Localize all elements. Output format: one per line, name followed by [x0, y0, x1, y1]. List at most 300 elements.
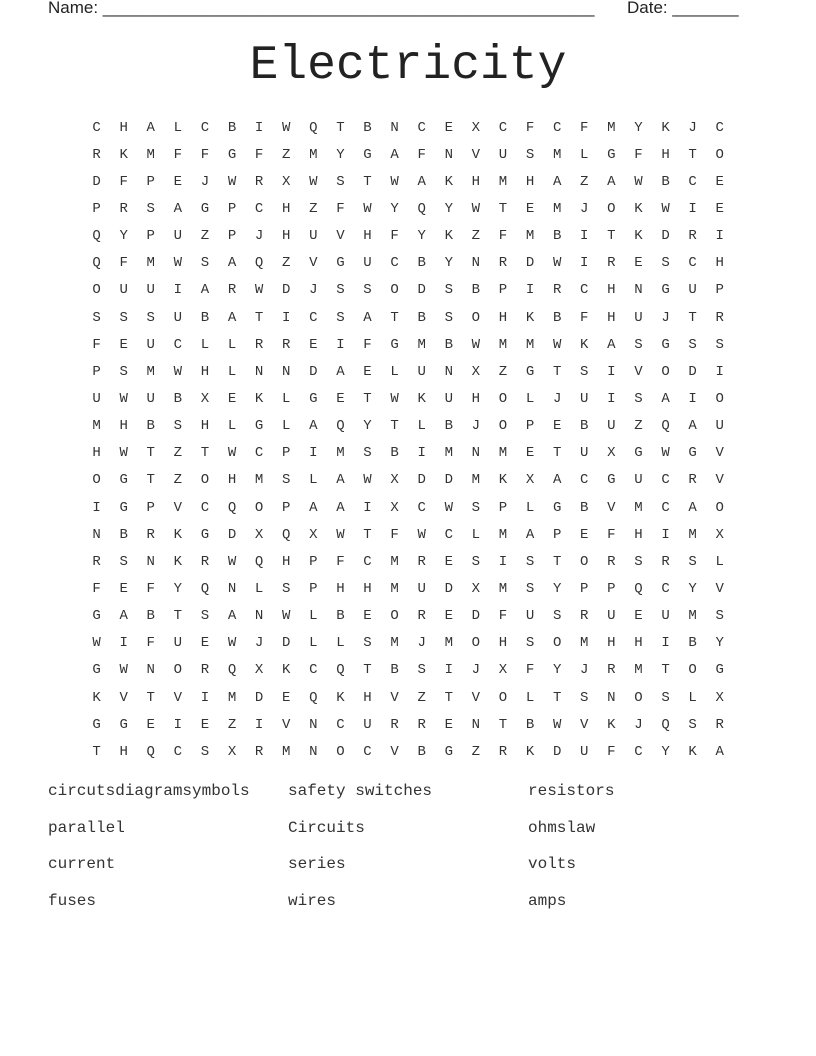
grid-letter[interactable]: T	[552, 553, 562, 570]
grid-letter[interactable]: S	[580, 363, 589, 380]
grid-letter[interactable]: N	[634, 282, 643, 299]
grid-letter[interactable]: A	[336, 472, 345, 489]
grid-letter[interactable]: M	[498, 173, 508, 190]
grid-letter[interactable]: P	[92, 363, 101, 380]
grid-letter[interactable]: L	[688, 689, 697, 706]
grid-letter[interactable]: T	[146, 689, 155, 706]
grid-letter[interactable]: Q	[336, 418, 345, 435]
grid-letter[interactable]: E	[363, 608, 372, 625]
grid-letter[interactable]: S	[200, 743, 210, 760]
grid-letter[interactable]: L	[282, 390, 291, 407]
grid-letter[interactable]: W	[417, 526, 426, 543]
grid-letter[interactable]: U	[688, 282, 697, 299]
grid-letter[interactable]: D	[552, 743, 562, 760]
grid-letter[interactable]: N	[471, 445, 481, 462]
grid-letter[interactable]: R	[254, 743, 264, 760]
grid-letter[interactable]: S	[661, 255, 670, 272]
grid-letter[interactable]: M	[390, 580, 399, 597]
grid-letter[interactable]: P	[498, 499, 508, 516]
grid-letter[interactable]: H	[282, 228, 291, 245]
grid-letter[interactable]: T	[498, 200, 508, 217]
grid-letter[interactable]: T	[498, 716, 508, 733]
grid-letter[interactable]: K	[634, 228, 643, 245]
grid-letter[interactable]: T	[552, 363, 562, 380]
grid-letter[interactable]: V	[471, 689, 481, 706]
grid-letter[interactable]: H	[119, 119, 128, 136]
grid-letter[interactable]: U	[580, 390, 589, 407]
grid-letter[interactable]: Y	[634, 119, 643, 136]
grid-letter[interactable]: S	[173, 418, 183, 435]
grid-letter[interactable]: M	[309, 146, 318, 163]
grid-letter[interactable]: G	[552, 499, 562, 516]
grid-letter[interactable]: H	[336, 580, 345, 597]
grid-letter[interactable]: F	[390, 228, 399, 245]
grid-letter[interactable]: S	[688, 716, 697, 733]
grid-letter[interactable]: I	[119, 635, 128, 652]
grid-letter[interactable]: S	[634, 390, 643, 407]
grid-letter[interactable]: A	[525, 526, 535, 543]
grid-letter[interactable]: M	[92, 418, 101, 435]
grid-letter[interactable]: S	[363, 282, 372, 299]
grid-letter[interactable]: Y	[552, 580, 562, 597]
grid-letter[interactable]: L	[309, 472, 318, 489]
grid-letter[interactable]: X	[282, 173, 291, 190]
grid-letter[interactable]: K	[444, 228, 453, 245]
grid-letter[interactable]: K	[661, 119, 670, 136]
grid-letter[interactable]: X	[254, 526, 264, 543]
grid-letter[interactable]: C	[580, 282, 589, 299]
grid-letter[interactable]: C	[552, 119, 562, 136]
grid-letter[interactable]: Z	[417, 689, 426, 706]
grid-letter[interactable]: E	[336, 390, 345, 407]
grid-letter[interactable]: M	[254, 472, 264, 489]
grid-letter[interactable]: C	[580, 472, 589, 489]
grid-letter[interactable]: H	[119, 743, 128, 760]
grid-letter[interactable]: R	[254, 173, 264, 190]
grid-letter[interactable]: Q	[227, 499, 237, 516]
grid-letter[interactable]: O	[200, 472, 210, 489]
grid-letter[interactable]: D	[417, 282, 426, 299]
grid-letter[interactable]: O	[715, 146, 724, 163]
grid-letter[interactable]: I	[173, 716, 183, 733]
grid-letter[interactable]: B	[390, 662, 399, 679]
grid-letter[interactable]: W	[661, 445, 670, 462]
grid-letter[interactable]: P	[309, 553, 318, 570]
grid-letter[interactable]: I	[254, 119, 264, 136]
grid-letter[interactable]: D	[688, 363, 697, 380]
grid-letter[interactable]: J	[417, 635, 426, 652]
grid-letter[interactable]: F	[525, 119, 535, 136]
grid-letter[interactable]: T	[390, 309, 399, 326]
grid-letter[interactable]: F	[336, 553, 345, 570]
grid-letter[interactable]: J	[580, 200, 589, 217]
grid-letter[interactable]: W	[634, 173, 643, 190]
grid-letter[interactable]: L	[309, 635, 318, 652]
grid-letter[interactable]: E	[200, 635, 210, 652]
grid-letter[interactable]: P	[92, 200, 101, 217]
grid-letter[interactable]: E	[525, 200, 535, 217]
grid-letter[interactable]: Y	[336, 146, 345, 163]
grid-letter[interactable]: R	[607, 553, 616, 570]
grid-letter[interactable]: E	[444, 716, 453, 733]
grid-letter[interactable]: R	[661, 553, 670, 570]
grid-letter[interactable]: N	[607, 689, 616, 706]
grid-letter[interactable]: I	[309, 445, 318, 462]
grid-letter[interactable]: E	[580, 526, 589, 543]
grid-letter[interactable]: Z	[173, 472, 183, 489]
grid-letter[interactable]: A	[552, 173, 562, 190]
grid-letter[interactable]: I	[363, 499, 372, 516]
grid-letter[interactable]: O	[471, 309, 481, 326]
grid-letter[interactable]: I	[336, 336, 345, 353]
grid-letter[interactable]: A	[309, 499, 318, 516]
grid-letter[interactable]: E	[715, 173, 724, 190]
grid-letter[interactable]: E	[119, 336, 128, 353]
grid-letter[interactable]: S	[336, 309, 345, 326]
grid-letter[interactable]: M	[390, 553, 399, 570]
grid-letter[interactable]: T	[444, 689, 453, 706]
grid-letter[interactable]: T	[363, 662, 372, 679]
grid-letter[interactable]: H	[200, 363, 210, 380]
grid-letter[interactable]: T	[146, 445, 155, 462]
grid-letter[interactable]: C	[200, 119, 210, 136]
grid-letter[interactable]: Z	[634, 418, 643, 435]
grid-letter[interactable]: I	[688, 390, 697, 407]
grid-letter[interactable]: G	[634, 445, 643, 462]
grid-letter[interactable]: B	[363, 119, 372, 136]
grid-letter[interactable]: K	[525, 309, 535, 326]
grid-letter[interactable]: B	[552, 228, 562, 245]
grid-letter[interactable]: M	[688, 608, 697, 625]
grid-letter[interactable]: Y	[390, 200, 399, 217]
grid-letter[interactable]: B	[444, 418, 453, 435]
grid-letter[interactable]: M	[525, 336, 535, 353]
grid-letter[interactable]: B	[390, 445, 399, 462]
grid-letter[interactable]: C	[661, 580, 670, 597]
grid-letter[interactable]: V	[336, 228, 345, 245]
grid-letter[interactable]: A	[227, 309, 237, 326]
grid-letter[interactable]: R	[552, 282, 562, 299]
grid-letter[interactable]: N	[309, 716, 318, 733]
grid-letter[interactable]: T	[92, 743, 101, 760]
grid-letter[interactable]: O	[390, 608, 399, 625]
grid-letter[interactable]: F	[119, 255, 128, 272]
grid-letter[interactable]: C	[173, 743, 183, 760]
grid-letter[interactable]: Y	[688, 580, 697, 597]
grid-letter[interactable]: J	[254, 228, 264, 245]
grid-letter[interactable]: M	[634, 662, 643, 679]
grid-letter[interactable]: U	[363, 255, 372, 272]
grid-letter[interactable]: E	[227, 390, 237, 407]
grid-letter[interactable]: H	[634, 526, 643, 543]
grid-letter[interactable]: Q	[282, 526, 291, 543]
grid-letter[interactable]: R	[417, 716, 426, 733]
grid-letter[interactable]: X	[607, 445, 616, 462]
grid-letter[interactable]: S	[336, 173, 345, 190]
grid-letter[interactable]: M	[417, 336, 426, 353]
grid-letter[interactable]: I	[498, 553, 508, 570]
grid-letter[interactable]: P	[227, 228, 237, 245]
grid-letter[interactable]: R	[688, 472, 697, 489]
grid-letter[interactable]: T	[200, 445, 210, 462]
grid-letter[interactable]: U	[146, 336, 155, 353]
grid-letter[interactable]: O	[688, 662, 697, 679]
grid-letter[interactable]: F	[146, 580, 155, 597]
grid-letter[interactable]: D	[417, 472, 426, 489]
grid-letter[interactable]: I	[282, 309, 291, 326]
grid-letter[interactable]: C	[417, 499, 426, 516]
grid-letter[interactable]: W	[173, 363, 183, 380]
grid-letter[interactable]: A	[227, 255, 237, 272]
grid-letter[interactable]: B	[146, 608, 155, 625]
grid-letter[interactable]: M	[498, 526, 508, 543]
grid-letter[interactable]: S	[119, 363, 128, 380]
grid-letter[interactable]: I	[173, 282, 183, 299]
grid-letter[interactable]: S	[363, 635, 372, 652]
grid-letter[interactable]: N	[471, 716, 481, 733]
grid-letter[interactable]: F	[363, 336, 372, 353]
grid-letter[interactable]: A	[200, 282, 210, 299]
grid-letter[interactable]: B	[336, 608, 345, 625]
grid-letter[interactable]: G	[119, 472, 128, 489]
grid-letter[interactable]: R	[227, 282, 237, 299]
grid-letter[interactable]: L	[417, 418, 426, 435]
grid-letter[interactable]: S	[715, 608, 724, 625]
grid-letter[interactable]: P	[146, 228, 155, 245]
grid-letter[interactable]: P	[715, 282, 724, 299]
grid-letter[interactable]: S	[417, 662, 426, 679]
grid-letter[interactable]: I	[715, 363, 724, 380]
grid-letter[interactable]: H	[607, 635, 616, 652]
grid-letter[interactable]: F	[634, 146, 643, 163]
grid-letter[interactable]: V	[173, 499, 183, 516]
grid-letter[interactable]: B	[688, 635, 697, 652]
grid-letter[interactable]: W	[336, 526, 345, 543]
grid-letter[interactable]: Z	[309, 200, 318, 217]
grid-letter[interactable]: Q	[417, 200, 426, 217]
grid-letter[interactable]: D	[282, 282, 291, 299]
grid-letter[interactable]: F	[173, 146, 183, 163]
grid-letter[interactable]: V	[282, 716, 291, 733]
grid-letter[interactable]: N	[390, 119, 399, 136]
grid-letter[interactable]: T	[390, 418, 399, 435]
grid-letter[interactable]: X	[309, 526, 318, 543]
grid-letter[interactable]: M	[607, 119, 616, 136]
grid-letter[interactable]: M	[634, 499, 643, 516]
grid-letter[interactable]: P	[498, 282, 508, 299]
grid-letter[interactable]: E	[634, 255, 643, 272]
grid-letter[interactable]: J	[309, 282, 318, 299]
grid-letter[interactable]: M	[282, 743, 291, 760]
grid-letter[interactable]: G	[661, 282, 670, 299]
grid-letter[interactable]: V	[390, 689, 399, 706]
grid-letter[interactable]: V	[173, 689, 183, 706]
grid-letter[interactable]: T	[688, 309, 697, 326]
grid-letter[interactable]: U	[525, 608, 535, 625]
grid-letter[interactable]: G	[92, 716, 101, 733]
grid-letter[interactable]: Y	[444, 200, 453, 217]
grid-letter[interactable]: U	[173, 635, 183, 652]
grid-letter[interactable]: F	[580, 309, 589, 326]
grid-letter[interactable]: D	[254, 689, 264, 706]
grid-letter[interactable]: X	[390, 499, 399, 516]
grid-letter[interactable]: C	[363, 743, 372, 760]
grid-letter[interactable]: K	[688, 743, 697, 760]
grid-letter[interactable]: J	[552, 390, 562, 407]
grid-letter[interactable]: U	[661, 608, 670, 625]
grid-letter[interactable]: M	[525, 228, 535, 245]
grid-letter[interactable]: S	[471, 553, 481, 570]
grid-letter[interactable]: B	[417, 309, 426, 326]
grid-letter[interactable]: Y	[715, 635, 724, 652]
grid-letter[interactable]: R	[715, 309, 724, 326]
grid-letter[interactable]: H	[661, 146, 670, 163]
grid-letter[interactable]: G	[715, 662, 724, 679]
grid-letter[interactable]: R	[200, 662, 210, 679]
grid-letter[interactable]: F	[498, 608, 508, 625]
grid-letter[interactable]: P	[525, 418, 535, 435]
grid-letter[interactable]: L	[309, 608, 318, 625]
grid-letter[interactable]: W	[119, 662, 128, 679]
grid-letter[interactable]: U	[715, 418, 724, 435]
grid-letter[interactable]: S	[634, 336, 643, 353]
grid-letter[interactable]: R	[119, 200, 128, 217]
grid-letter[interactable]: A	[417, 173, 426, 190]
grid-letter[interactable]: I	[607, 363, 616, 380]
grid-letter[interactable]: N	[227, 580, 237, 597]
grid-letter[interactable]: A	[607, 173, 616, 190]
grid-letter[interactable]: J	[254, 635, 264, 652]
grid-letter[interactable]: T	[363, 173, 372, 190]
grid-letter[interactable]: O	[498, 390, 508, 407]
grid-letter[interactable]: A	[363, 309, 372, 326]
grid-letter[interactable]: U	[607, 418, 616, 435]
grid-letter[interactable]: B	[146, 418, 155, 435]
grid-letter[interactable]: B	[552, 309, 562, 326]
grid-letter[interactable]: R	[390, 716, 399, 733]
grid-letter[interactable]: W	[444, 499, 453, 516]
grid-letter[interactable]: I	[92, 499, 101, 516]
grid-letter[interactable]: S	[525, 635, 535, 652]
name-field[interactable]: Name: ____________________________________________________	[48, 0, 595, 17]
grid-letter[interactable]: R	[607, 662, 616, 679]
grid-letter[interactable]: E	[173, 173, 183, 190]
grid-letter[interactable]: K	[498, 472, 508, 489]
grid-letter[interactable]: C	[688, 173, 697, 190]
grid-letter[interactable]: K	[444, 173, 453, 190]
grid-letter[interactable]: U	[498, 146, 508, 163]
grid-letter[interactable]: R	[417, 608, 426, 625]
grid-letter[interactable]: Z	[471, 743, 481, 760]
grid-letter[interactable]: F	[417, 146, 426, 163]
grid-letter[interactable]: P	[282, 445, 291, 462]
grid-letter[interactable]: R	[254, 336, 264, 353]
grid-letter[interactable]: F	[254, 146, 264, 163]
grid-letter[interactable]: X	[254, 662, 264, 679]
grid-letter[interactable]: Y	[552, 662, 562, 679]
grid-letter[interactable]: U	[119, 282, 128, 299]
grid-letter[interactable]: V	[634, 363, 643, 380]
grid-letter[interactable]: A	[173, 200, 183, 217]
grid-letter[interactable]: C	[254, 445, 264, 462]
grid-letter[interactable]: P	[607, 580, 616, 597]
grid-letter[interactable]: S	[471, 499, 481, 516]
grid-letter[interactable]: O	[715, 390, 724, 407]
grid-letter[interactable]: B	[471, 282, 481, 299]
grid-letter[interactable]: O	[92, 282, 101, 299]
grid-letter[interactable]: Z	[580, 173, 589, 190]
grid-letter[interactable]: A	[336, 499, 345, 516]
grid-letter[interactable]: H	[607, 309, 616, 326]
grid-letter[interactable]: Z	[471, 228, 481, 245]
grid-letter[interactable]: G	[254, 418, 264, 435]
grid-letter[interactable]: F	[580, 119, 589, 136]
grid-letter[interactable]: J	[661, 309, 670, 326]
grid-letter[interactable]: G	[119, 716, 128, 733]
grid-letter[interactable]: I	[715, 228, 724, 245]
grid-letter[interactable]: J	[634, 716, 643, 733]
grid-letter[interactable]: D	[444, 472, 453, 489]
grid-letter[interactable]: T	[688, 146, 697, 163]
grid-letter[interactable]: G	[607, 146, 616, 163]
grid-letter[interactable]: L	[254, 580, 264, 597]
grid-letter[interactable]: E	[444, 608, 453, 625]
grid-letter[interactable]: W	[552, 716, 562, 733]
grid-letter[interactable]: R	[607, 255, 616, 272]
grid-letter[interactable]: R	[580, 608, 589, 625]
grid-letter[interactable]: E	[363, 363, 372, 380]
grid-letter[interactable]: X	[715, 526, 724, 543]
grid-letter[interactable]: G	[525, 363, 535, 380]
grid-letter[interactable]: L	[173, 119, 183, 136]
grid-letter[interactable]: C	[92, 119, 101, 136]
grid-letter[interactable]: O	[336, 743, 345, 760]
grid-letter[interactable]: A	[146, 119, 155, 136]
grid-letter[interactable]: P	[580, 580, 589, 597]
grid-letter[interactable]: F	[146, 635, 155, 652]
grid-letter[interactable]: C	[390, 255, 399, 272]
grid-letter[interactable]: H	[471, 173, 481, 190]
grid-letter[interactable]: Q	[661, 418, 670, 435]
grid-letter[interactable]: O	[498, 689, 508, 706]
grid-letter[interactable]: S	[363, 445, 372, 462]
grid-letter[interactable]: M	[390, 635, 399, 652]
grid-letter[interactable]: R	[688, 228, 697, 245]
grid-letter[interactable]: U	[146, 390, 155, 407]
grid-letter[interactable]: K	[580, 336, 589, 353]
grid-letter[interactable]: S	[525, 146, 535, 163]
grid-letter[interactable]: E	[309, 336, 318, 353]
grid-letter[interactable]: E	[282, 689, 291, 706]
grid-letter[interactable]: S	[146, 309, 155, 326]
grid-letter[interactable]: H	[282, 200, 291, 217]
grid-letter[interactable]: H	[227, 472, 237, 489]
grid-letter[interactable]: E	[552, 418, 562, 435]
grid-letter[interactable]: A	[309, 418, 318, 435]
grid-letter[interactable]: T	[607, 228, 616, 245]
grid-letter[interactable]: C	[417, 119, 426, 136]
grid-letter[interactable]: H	[715, 255, 724, 272]
grid-letter[interactable]: U	[92, 390, 101, 407]
grid-letter[interactable]: R	[417, 553, 426, 570]
grid-letter[interactable]: S	[444, 309, 453, 326]
grid-letter[interactable]: D	[227, 526, 237, 543]
grid-letter[interactable]: O	[471, 635, 481, 652]
grid-letter[interactable]: U	[363, 716, 372, 733]
grid-letter[interactable]: A	[688, 499, 697, 516]
grid-letter[interactable]: K	[336, 689, 345, 706]
grid-letter[interactable]: H	[471, 390, 481, 407]
